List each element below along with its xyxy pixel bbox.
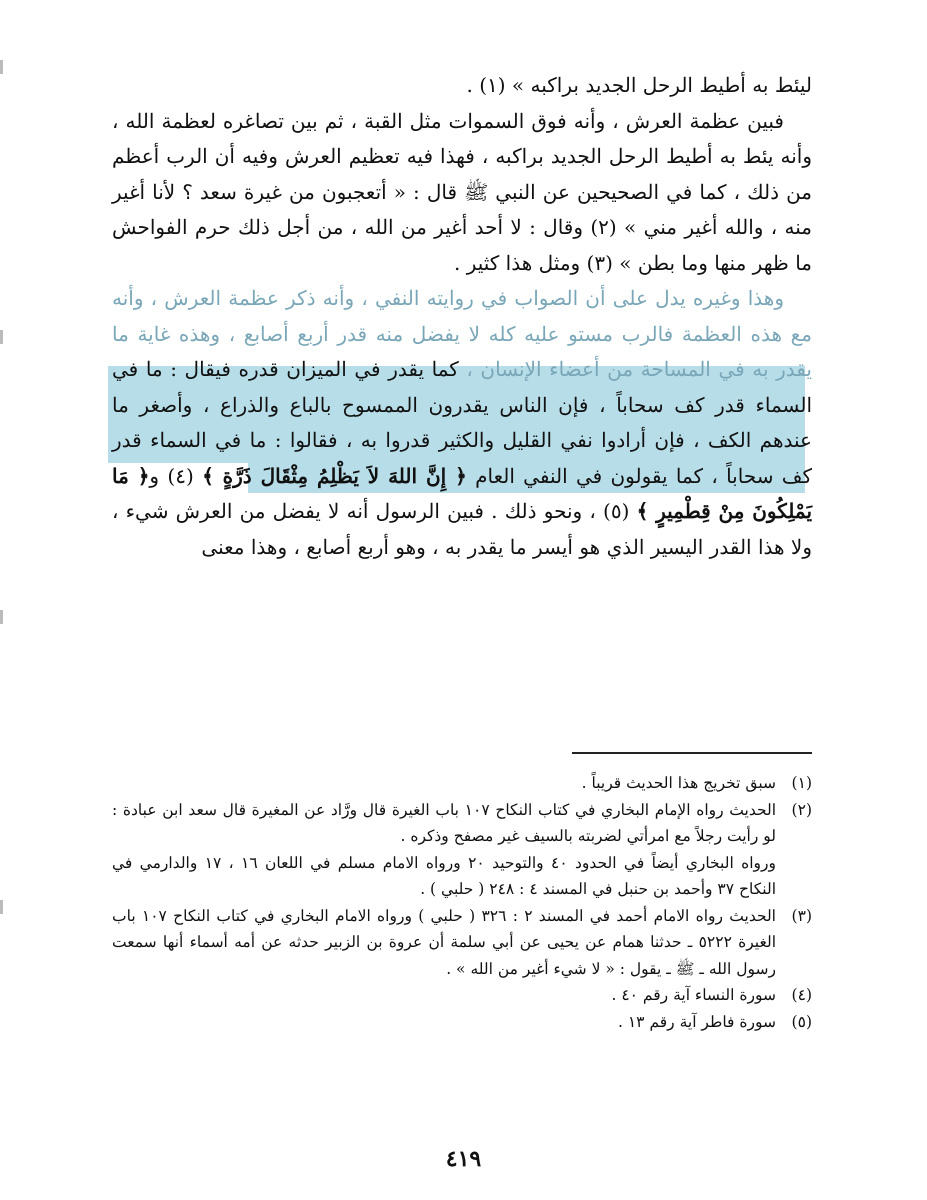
footnote-text xyxy=(112,797,776,903)
footnote-ref-5: (٥) xyxy=(603,499,630,523)
margin-mark xyxy=(0,60,3,74)
footnote-number: (٤) xyxy=(791,986,812,1004)
paragraph-1: فبين عظمة العرش ، وأنه فوق السموات مثل القبة ، ثم بين تصاغره لعظمة الله ، وأنه يئط به أطيط الرحل الجديد براكبه ، فهذا فيه تعظيم العرش وفيه أن الرب أعظم من ذلك ، كما في الصحيحين عن النبي ﷺ قال : « أتعجبون من غيرة سعد ؟ لأنا أغير منه ، والله أغير مني » (٢) وقال : لا أحد أغير من الله ، من أجل ذلك حرم الفواحش ما ظهر منها وما بطن » (٣) ومثل هذا كثير . xyxy=(112,108,813,275)
main-text-body xyxy=(112,68,812,565)
footnote-1 xyxy=(112,770,812,797)
footnote-5 xyxy=(112,1009,812,1036)
footnote-text xyxy=(112,903,776,983)
margin-mark xyxy=(0,900,3,914)
margin-mark xyxy=(0,610,3,624)
opening-line: ليئط به أطيط الرحل الجديد براكبه » (١) . xyxy=(466,73,812,97)
footnote-line: ورواه البخاري أيضاً في الحدود ٤٠ والتوحيد ٢٠ ورواه الامام مسلم في اللعان ١٦ ، ١٧ والدارمي في النكاح ٣٧ وأحمد بن حنبل في المسند ٤ : ٢٤٨ ( حلبي ) . xyxy=(112,853,776,898)
conjunction: و xyxy=(149,463,160,488)
footnote-text xyxy=(112,982,776,1009)
footnote-line: سورة فاطر آية رقم ١٣ . xyxy=(618,1012,776,1031)
footnote-line: سبق تخريج هذا الحديث قريباً . xyxy=(581,774,776,792)
footnote-3 xyxy=(112,903,812,983)
footnote-2 xyxy=(112,797,812,903)
footnote-line: سورة النساء آية رقم ٤٠ . xyxy=(611,986,776,1004)
footnote-line: الحديث رواه الامام أحمد في المسند ٢ : ٣٢٦ ( حلبي ) ورواه الامام البخاري في كتاب النكاح ١٠٧ باب الغيرة ٥٢٢٢ ـ حدثنا همام عن يحيى عن أبي سلمة أن عروة بن الزبير حدثه عن أمه أسماء أنها سمعت رسول الله ـ ﷺ ـ يقول : « لا شيء أغير من الله » . xyxy=(112,906,776,978)
footnote-separator xyxy=(572,752,812,754)
footnote-number: (٥) xyxy=(791,1012,812,1031)
paragraph-2-start: كما يقدر في الميزان قدره فيقال : ما في السماء قدر كف سحاباً ، فإن الناس يقدرون الممسوح بالباع والذراع ، وأصغر ما عندهم الكف ، فإن أرادوا نفي القليل والكثير قدروا به ، فقالوا : ما في السماء قدر كف سحاباً ، كما يقولون في النفي العام xyxy=(112,357,813,488)
highlighted-passage[interactable]: وهذا وغيره يدل على أن الصواب في روايته النفي ، وأنه ذكر عظمة العرش ، وأنه مع هذه العظمة فالرب مستو عليه كله لا يفضل منه قدر أربع أصابع ، وهذه غاية ما يقدر به في المساحة من أعضاء الإنسان ، xyxy=(112,286,812,381)
footnote-text xyxy=(112,1009,776,1036)
paragraph-2 xyxy=(112,281,812,565)
footnote-ref-4: (٤) xyxy=(167,463,194,488)
quran-verse-2: ﴿ مَا يَمْلِكُونَ مِنْ قِطْمِيرٍ ﴾ xyxy=(112,463,813,523)
footnotes xyxy=(112,770,812,1035)
footnote-text xyxy=(112,770,776,797)
footnote-number: (٣) xyxy=(791,906,812,925)
margin-mark xyxy=(0,330,3,344)
page-number: ٤١٩ xyxy=(445,1146,482,1172)
footnote-number: (١) xyxy=(791,774,812,792)
quran-verse-1: ﴿ إِنَّ اللهَ لاَ يَظْلِمُ مِثْقَالَ ذَرَّةٍ ﴾ xyxy=(202,463,467,488)
footnote-4 xyxy=(112,982,812,1009)
paragraph-2-end: ، ونحو ذلك . فبين الرسول أنه لا يفضل من العرش شيء ، ولا هذا القدر اليسير الذي هو أيسر ما يقدر به ، وهو أربع أصابع ، وهذا معنى xyxy=(112,499,812,559)
footnote-line: الحديث رواه الإمام البخاري في كتاب النكاح ١٠٧ باب الغيرة قال ورَّاد عن المغيرة قال سعد ابن عبادة : لو رأيت رجلاً مع امرأتي لضربته بالسيف غير مصفح وذكره . xyxy=(112,800,776,845)
footnote-number: (٢) xyxy=(791,800,812,819)
